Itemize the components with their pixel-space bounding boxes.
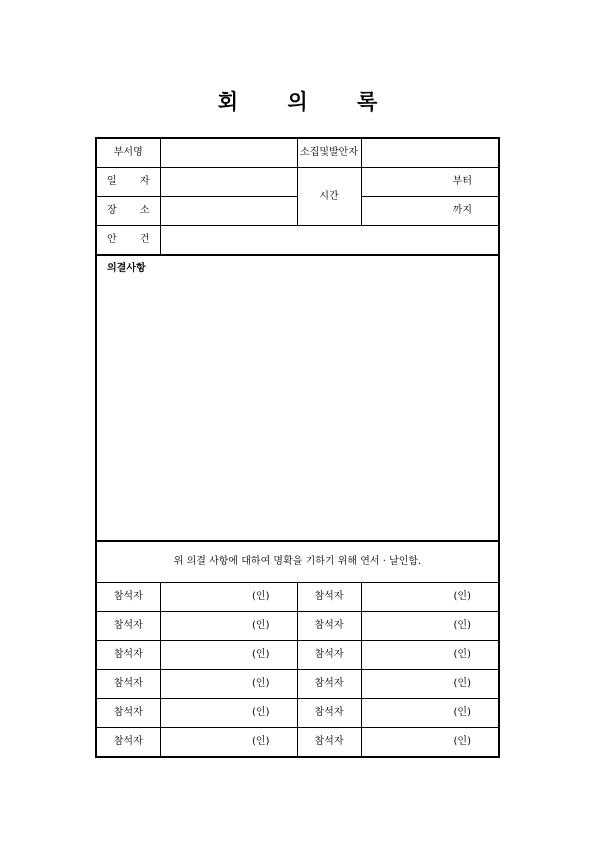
attendee-label: 참석자: [297, 670, 361, 699]
attendee-signature[interactable]: (인): [160, 583, 297, 612]
attendee-signature[interactable]: (인): [361, 583, 499, 612]
attendee-label: 참석자: [297, 612, 361, 641]
attendee-signature[interactable]: (인): [160, 699, 297, 728]
attendee-signature[interactable]: (인): [361, 728, 499, 758]
time-label: 시간: [297, 168, 361, 226]
date-label: 일 자: [96, 168, 160, 197]
attendee-label: 참석자: [96, 728, 160, 758]
attendee-label: 참석자: [96, 641, 160, 670]
title-char-3: 록: [356, 90, 378, 114]
attendee-label: 참석자: [96, 612, 160, 641]
convener-field[interactable]: [361, 138, 499, 168]
date-field[interactable]: [160, 168, 297, 197]
place-field[interactable]: [160, 197, 297, 226]
from-label: 부터: [452, 176, 472, 187]
until-label: 까지: [452, 205, 472, 216]
attendee-signature[interactable]: (인): [361, 612, 499, 641]
attendee-label: 참석자: [96, 583, 160, 612]
place-label: 장 소: [96, 197, 160, 226]
agenda-label: 안 건: [96, 226, 160, 256]
convener-label: 소집및발안자: [297, 138, 361, 168]
attendee-label: 참석자: [297, 699, 361, 728]
attendee-signature[interactable]: (인): [160, 612, 297, 641]
title-char-1: 회: [217, 90, 239, 114]
resolutions-label: 의결사항: [107, 263, 146, 274]
meeting-minutes-form: [95, 137, 500, 758]
attendee-signature[interactable]: (인): [361, 670, 499, 699]
attendee-label: 참석자: [297, 641, 361, 670]
department-field[interactable]: [160, 138, 297, 168]
attendee-label: 참석자: [96, 670, 160, 699]
attendee-signature[interactable]: (인): [361, 641, 499, 670]
department-label: 부서명: [96, 138, 160, 168]
agenda-field[interactable]: [160, 226, 499, 256]
attendee-signature[interactable]: (인): [160, 670, 297, 699]
time-from-field[interactable]: [361, 168, 499, 197]
resolutions-area[interactable]: [96, 255, 499, 541]
attendee-label: 참석자: [297, 728, 361, 758]
attendee-signature[interactable]: (인): [361, 699, 499, 728]
confirmation-statement: 위 의결 사항에 대하여 명확을 기하기 위해 연서 · 날인함.: [96, 541, 499, 583]
attendee-signature[interactable]: (인): [160, 641, 297, 670]
attendee-signature[interactable]: (인): [160, 728, 297, 758]
attendee-label: 참석자: [297, 583, 361, 612]
title-char-2: 의: [287, 90, 308, 114]
time-until-field[interactable]: [361, 197, 499, 226]
document-title: [0, 86, 595, 116]
attendee-label: 참석자: [96, 699, 160, 728]
